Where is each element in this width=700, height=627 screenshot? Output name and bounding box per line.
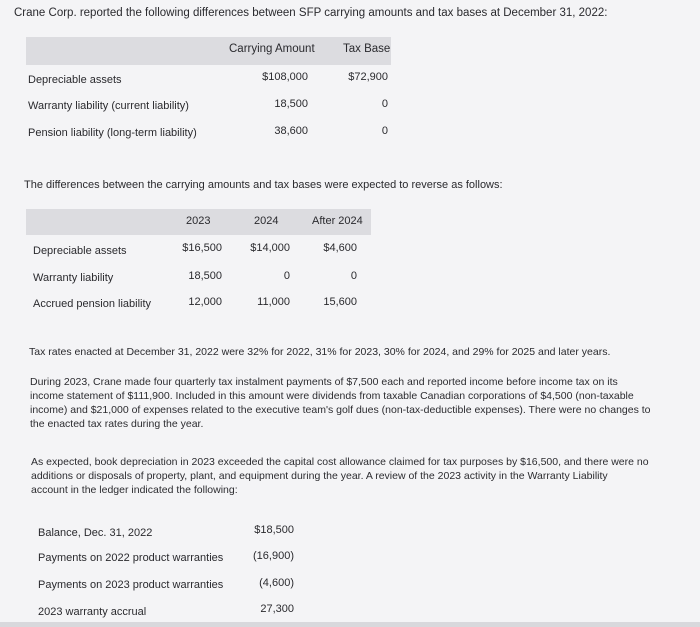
col-header-taxbase: Tax Base bbox=[343, 43, 391, 55]
table-cell-2024: 11,000 bbox=[257, 296, 290, 308]
table-header-band bbox=[26, 37, 391, 65]
reverse-text: The differences between the carrying amounts and tax bases were expected to reverse as follows: bbox=[24, 179, 503, 191]
table-row-label: Pension liability (long-term liability) bbox=[28, 127, 197, 139]
tax-rates-text: Tax rates enacted at December 31, 2022 were 32% for 2022, 31% for 2023, 30% for 2024, and 29% for 2025 and later years. bbox=[29, 346, 611, 358]
list-item-label: Payments on 2022 product warranties bbox=[38, 552, 224, 564]
paragraph-line: income) and $21,000 of expenses related to the executive team's golf dues (non-tax-deductible expenses). There were no changes to bbox=[30, 404, 651, 416]
col-header-carrying: Carrying Amount bbox=[229, 43, 315, 55]
list-item-amount: $18,500 bbox=[254, 524, 294, 536]
list-item-amount: (4,600) bbox=[259, 577, 294, 589]
income-paragraph bbox=[30, 375, 651, 431]
list-item-amount: 27,300 bbox=[260, 603, 294, 615]
intro-text: Crane Corp. reported the following differences between SFP carrying amounts and tax bases at December 31, 2022: bbox=[14, 7, 608, 19]
table-cell-2024: 0 bbox=[283, 270, 290, 282]
col-header-2024: 2024 bbox=[254, 215, 279, 227]
table-row-label: Depreciable assets bbox=[28, 74, 122, 86]
table-row-label: Depreciable assets bbox=[33, 245, 127, 257]
table-cell-2023: 18,500 bbox=[188, 270, 222, 282]
table-cell-after: 15,600 bbox=[323, 296, 357, 308]
paragraph-line: During 2023, Crane made four quarterly tax instalment payments of $7,500 each and reported income before income tax on its bbox=[30, 376, 618, 388]
table-cell-after: $4,600 bbox=[323, 242, 357, 254]
table-cell-2024: $14,000 bbox=[250, 242, 290, 254]
paragraph-line: additions or disposals of property, plant, and equipment during the year. A review of the 2023 activity in the Warranty Liability bbox=[31, 470, 608, 482]
table-cell-carrying: 18,500 bbox=[274, 98, 308, 110]
paragraph-line: income statement of $111,900. Included in this amount were dividends from taxable Canadian corporations of $4,500 (non-taxable bbox=[30, 390, 634, 402]
list-item-label: Balance, Dec. 31, 2022 bbox=[38, 527, 153, 539]
table-cell-taxbase: $72,900 bbox=[348, 71, 388, 83]
table-cell-taxbase: 0 bbox=[381, 98, 388, 110]
page-bottom-edge bbox=[0, 622, 700, 627]
table-row-label: Warranty liability (current liability) bbox=[28, 100, 189, 112]
depreciation-paragraph bbox=[31, 455, 649, 497]
paragraph-line: the enacted tax rates during the year. bbox=[30, 418, 204, 430]
table-cell-2023: $16,500 bbox=[182, 242, 222, 254]
paragraph-line: account in the ledger indicated the following: bbox=[31, 484, 238, 496]
table-cell-carrying: $108,000 bbox=[262, 71, 308, 83]
table-cell-after: 0 bbox=[350, 270, 357, 282]
table-row-label: Warranty liability bbox=[33, 272, 114, 284]
list-item-label: Payments on 2023 product warranties bbox=[38, 579, 224, 591]
list-item-label: 2023 warranty accrual bbox=[38, 606, 147, 618]
table-cell-carrying: 38,600 bbox=[274, 125, 308, 137]
table-cell-2023: 12,000 bbox=[188, 296, 222, 308]
col-header-2023: 2023 bbox=[186, 215, 211, 227]
table-row-label: Accrued pension liability bbox=[33, 298, 152, 310]
col-header-after-2024: After 2024 bbox=[312, 215, 363, 227]
table-cell-taxbase: 0 bbox=[381, 125, 388, 137]
list-item-amount: (16,900) bbox=[253, 550, 294, 562]
paragraph-line: As expected, book depreciation in 2023 exceeded the capital cost allowance claimed for tax purposes by $16,500, and there were no bbox=[31, 456, 649, 468]
